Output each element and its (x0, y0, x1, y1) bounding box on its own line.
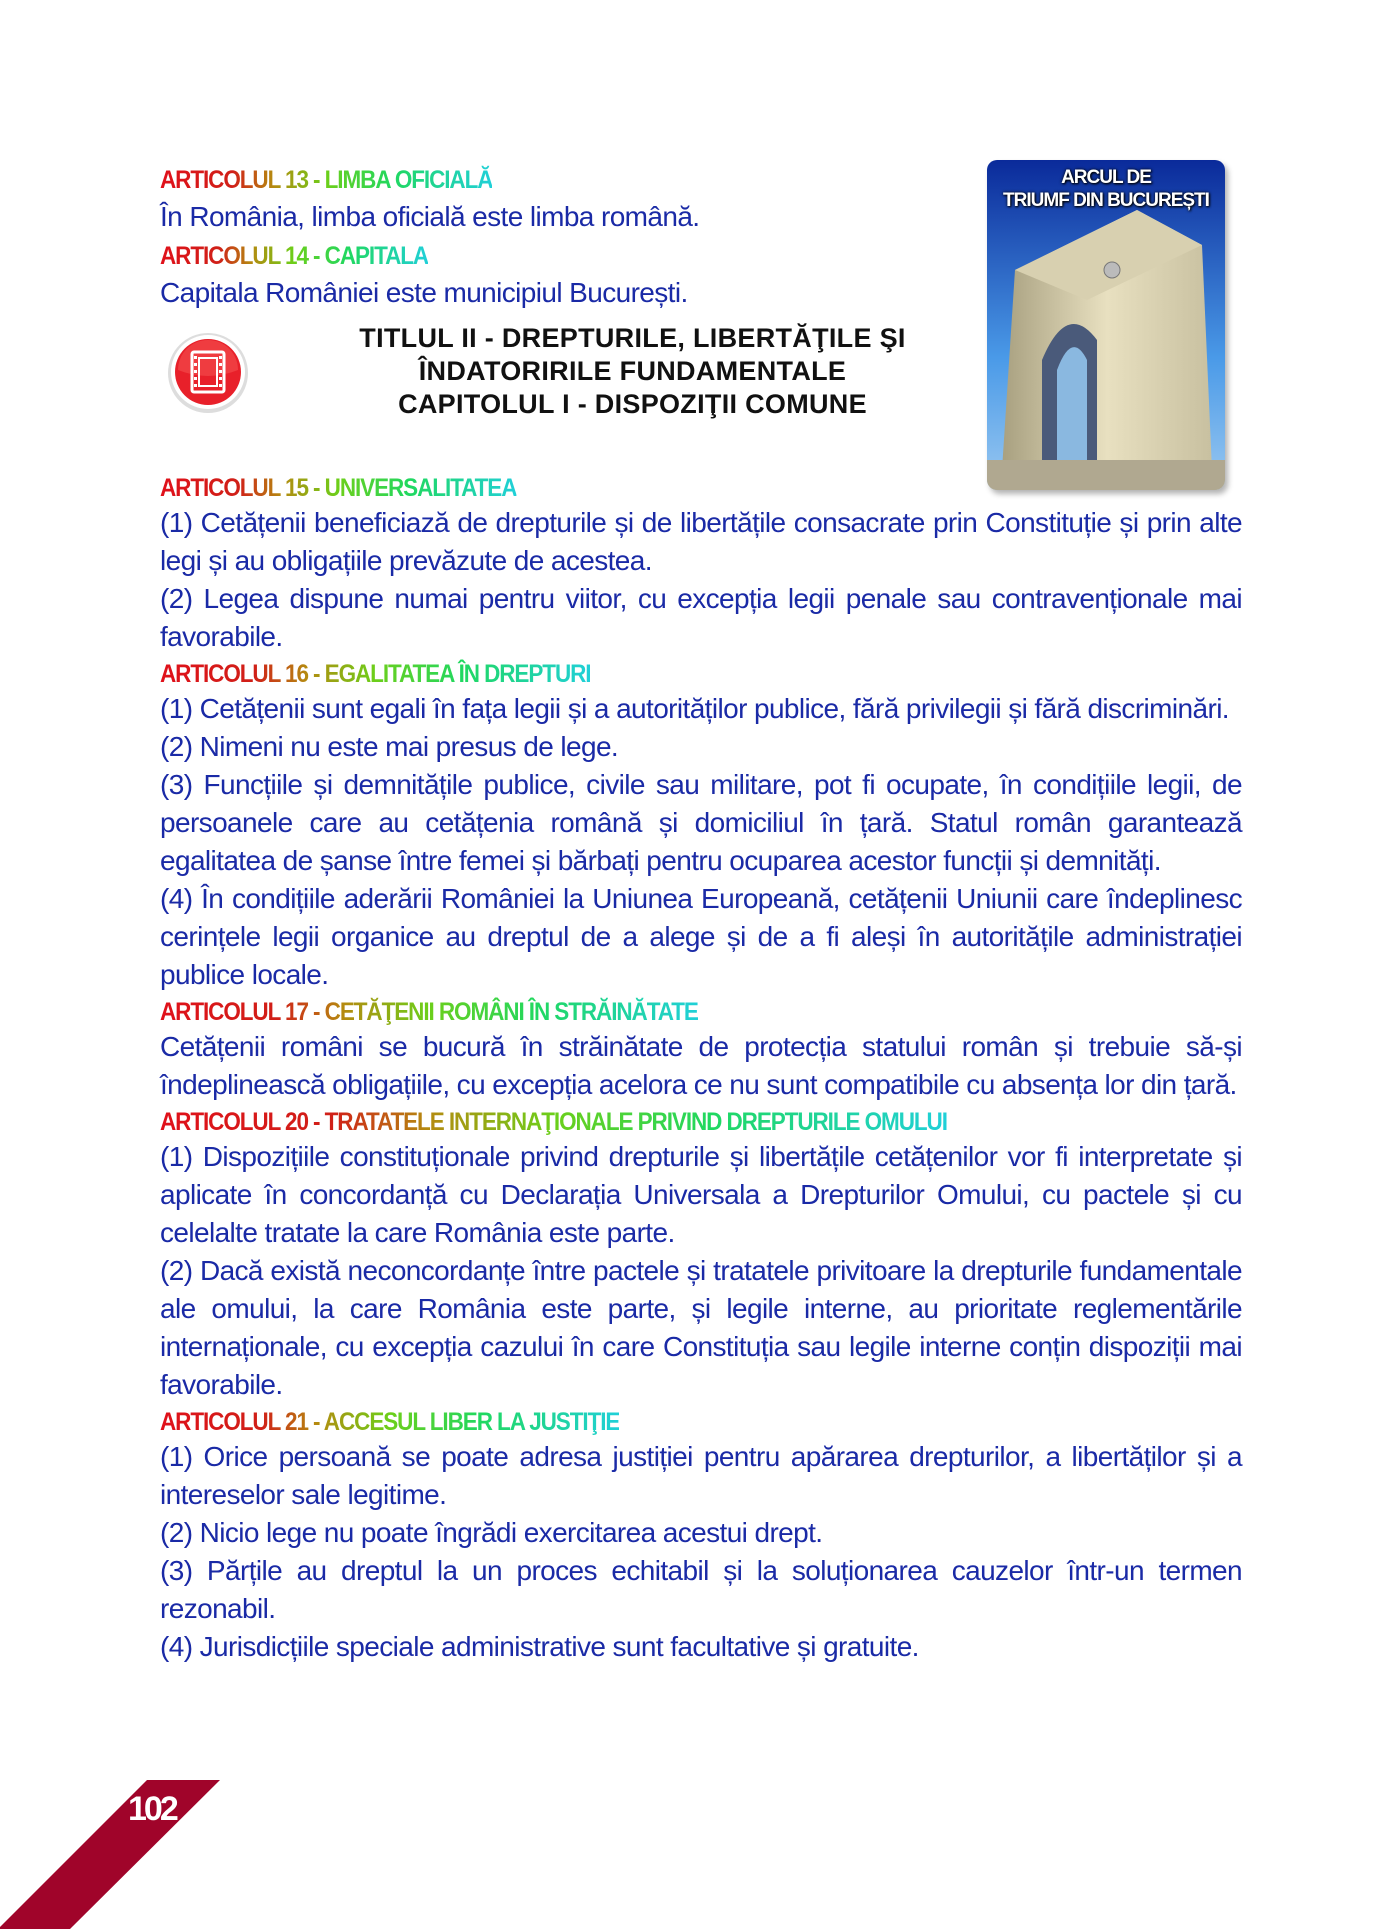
article-paragraph: (2) Nimeni nu este mai presus de lege. (160, 731, 619, 762)
article-paragraph: (2) Dacă există neconcordanțe între pactele și tratatele privitoare la drepturile fundamentale ale omului, la care România este parte, și legile interne, au prioritate reglementările internaționale, cu excepția cazului în care Constituția sau legile interne conțin dispoziții mai favorabile. (160, 1255, 1242, 1400)
article-paragraph: Cetățenii români se bucură în străinătate de protecția statului român și trebuie să-și îndeplinească obligațiile, cu excepția acelora ce nu sunt compatibile cu absența lor din țară. (160, 1031, 1242, 1100)
article-heading: ARTICOLUL 17 - CETĂŢENII ROMÂNI ÎN STRĂINĂTATE (160, 998, 698, 1026)
articles-list (160, 470, 1242, 1666)
article-heading: ARTICOLUL 15 - UNIVERSALITATEA (160, 474, 517, 502)
page-corner-band (0, 0, 300, 1929)
article-heading: ARTICOLUL 13 - LIMBA OFICIALĂ (160, 166, 493, 194)
article-paragraph: (4) Jurisdicțiile speciale administrative sunt facultative și gratuite. (160, 1631, 919, 1662)
article-paragraph: În România, limba oficială este limba română. (160, 201, 700, 232)
article-paragraph: (3) Părțile au dreptul la un proces echitabil și la soluționarea cauzelor într-un termen rezonabil. (160, 1555, 1242, 1624)
photo-caption (987, 166, 1225, 212)
section-title-line: ÎNDATORIRILE FUNDAMENTALE (418, 356, 847, 386)
article (160, 1104, 1242, 1404)
arch-of-triumph-photo (987, 160, 1225, 490)
article-paragraph: (1) Cetățenii sunt egali în fața legii și a autorităților publice, fără privilegii și fără discriminări. (160, 693, 1229, 724)
article (160, 656, 1242, 994)
photo-caption-line: TRIUMF DIN BUCUREȘTI (1003, 190, 1209, 211)
section-title (300, 322, 965, 421)
article (160, 470, 1242, 656)
section-title-line: CAPITOLUL I - DISPOZIŢII COMUNE (398, 389, 867, 419)
article-paragraph: (4) În condițiile aderării României la Uniunea Europeană, cetățenii Uniunii care îndeplinesc cerințele legii organice au dreptul de a alege și de a fi aleși în autoritățile administrației publice locale. (160, 883, 1242, 990)
article-paragraph: (3) Funcțiile și demnitățile publice, civile sau militare, pot fi ocupate, în condițiile legii, de persoanele care au cetățenia română și domiciliul în țară. Statul român garantează egalitatea de șanse între femei și bărbați pentru ocuparea acestor funcții și demnități. (160, 769, 1242, 876)
article-heading: ARTICOLUL 16 - EGALITATEA ÎN DREPTURI (160, 660, 591, 688)
article-paragraph: Capitala României este municipiul București. (160, 277, 688, 308)
article-paragraph: (2) Legea dispune numai pentru viitor, cu excepția legii penale sau contravenționale mai favorabile. (160, 583, 1242, 652)
article-heading: ARTICOLUL 14 - CAPITALA (160, 242, 429, 270)
article-heading: ARTICOLUL 20 - TRATATELE INTERNAŢIONALE PRIVIND DREPTURILE OMULUI (160, 1108, 947, 1136)
photo-caption-line: ARCUL DE (1061, 167, 1151, 188)
page-number: 102 (128, 1790, 176, 1828)
article-paragraph: (1) Dispozițiile constituționale privind drepturile și libertățile cetățenilor vor fi interpretate și aplicate în concordanță cu Declarația Universala a Drepturilor Omului, cu pactele și cu celelalte tratate la care România este parte. (160, 1141, 1242, 1248)
article-paragraph: (2) Nicio lege nu poate îngrădi exercitarea acestui drept. (160, 1517, 823, 1548)
article (160, 1404, 1242, 1666)
article-paragraph: (1) Orice persoană se poate adresa justiției pentru apărarea drepturilor, a libertăților și a intereselor sale legitime. (160, 1441, 1242, 1510)
article (160, 994, 1242, 1104)
section-title-line: TITLUL II - DREPTURILE, LIBERTĂŢILE ŞI (359, 323, 906, 353)
article-heading: ARTICOLUL 21 - ACCESUL LIBER LA JUSTIŢIE (160, 1408, 620, 1436)
article-paragraph: (1) Cetățenii beneficiază de drepturile și de libertățile consacrate prin Constituție și prin alte legi și au obligațiile prevăzute de acestea. (160, 507, 1242, 576)
